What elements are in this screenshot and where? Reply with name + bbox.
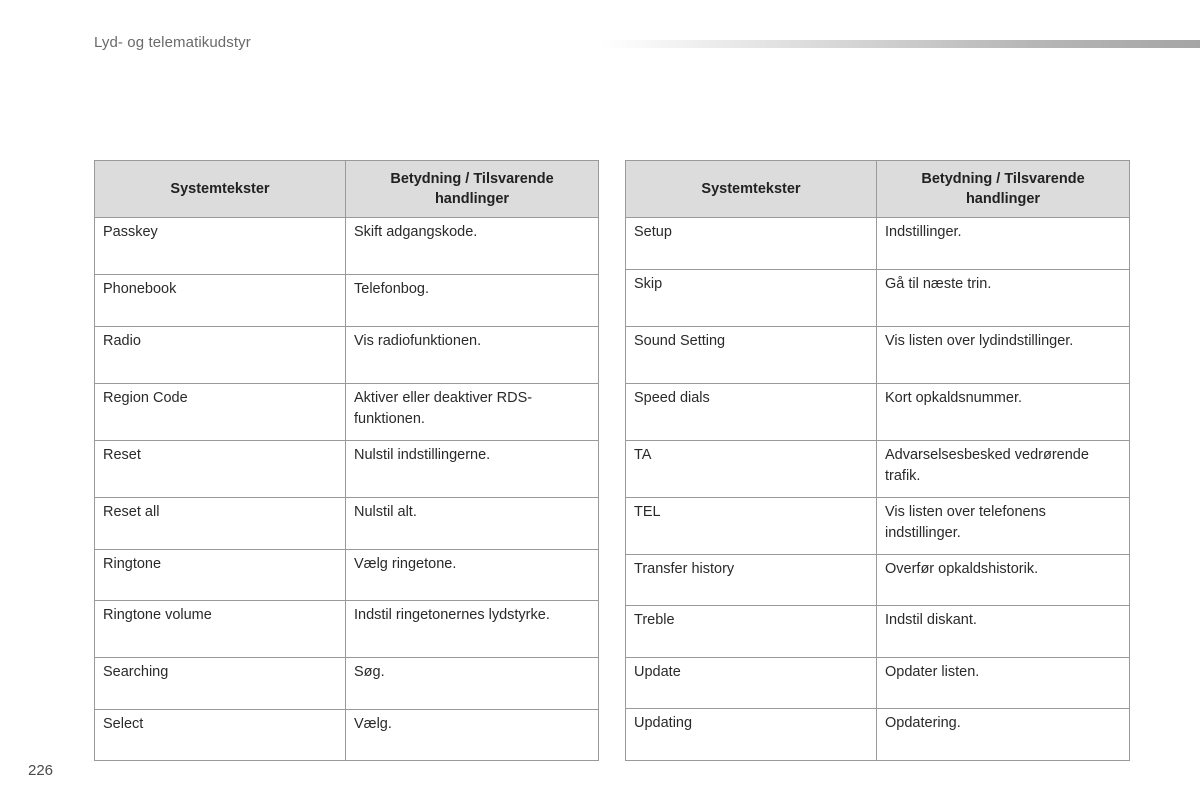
table-row	[626, 270, 1130, 327]
system-text-cell: Treble	[626, 606, 877, 658]
meaning-cell: Aktiver eller deaktiver RDS-funktionen.	[346, 384, 599, 441]
meaning-cell: Indstillinger.	[877, 218, 1130, 270]
system-text-cell: Passkey	[95, 218, 346, 275]
system-text-cell: Skip	[626, 270, 877, 327]
meaning-cell: Vis listen over lydindstillinger.	[877, 327, 1130, 384]
column-header-system-text: Systemtekster	[95, 161, 346, 218]
table-row	[95, 498, 599, 550]
table-row	[626, 218, 1130, 270]
table-row	[95, 327, 599, 384]
meaning-cell: Indstil ringetonernes lydstyrke.	[346, 601, 599, 658]
system-text-cell: Reset all	[95, 498, 346, 550]
table-row	[95, 275, 599, 327]
meaning-cell: Gå til næste trin.	[877, 270, 1130, 327]
table-row	[626, 709, 1130, 761]
system-text-cell: Ringtone volume	[95, 601, 346, 658]
meaning-cell: Telefonbog.	[346, 275, 599, 327]
right-glossary-table	[625, 160, 1130, 761]
table-row	[626, 606, 1130, 658]
meaning-cell: Advarselsesbesked vedrørende trafik.	[877, 441, 1130, 498]
system-text-cell: Speed dials	[626, 384, 877, 441]
meaning-cell: Vis radiofunktionen.	[346, 327, 599, 384]
column-header-meaning: Betydning / Tilsvarende handlinger	[877, 161, 1130, 218]
system-text-cell: Ringtone	[95, 550, 346, 601]
meaning-cell: Opdatering.	[877, 709, 1130, 761]
table-row	[626, 384, 1130, 441]
system-text-cell: Phonebook	[95, 275, 346, 327]
table-row	[95, 601, 599, 658]
system-text-cell: Setup	[626, 218, 877, 270]
system-text-cell: Updating	[626, 709, 877, 761]
meaning-cell: Indstil diskant.	[877, 606, 1130, 658]
meaning-cell: Kort opkaldsnummer.	[877, 384, 1130, 441]
system-text-cell: Searching	[95, 658, 346, 710]
system-text-cell: Update	[626, 658, 877, 709]
column-header-meaning: Betydning / Tilsvarende handlinger	[346, 161, 599, 218]
system-text-cell: TEL	[626, 498, 877, 555]
header-decorative-bar	[600, 40, 1200, 48]
meaning-cell: Overfør opkaldshistorik.	[877, 555, 1130, 606]
table-row	[95, 384, 599, 441]
meaning-cell: Vælg.	[346, 710, 599, 761]
table-header-row	[626, 161, 1130, 218]
system-text-cell: Transfer history	[626, 555, 877, 606]
left-glossary-table	[94, 160, 599, 761]
meaning-cell: Vis listen over telefonens indstillinger.	[877, 498, 1130, 555]
column-header-system-text: Systemtekster	[626, 161, 877, 218]
table-row	[95, 658, 599, 710]
page-number: 226	[28, 762, 54, 779]
meaning-cell: Skift adgangskode.	[346, 218, 599, 275]
table-row	[95, 218, 599, 275]
system-text-cell: Radio	[95, 327, 346, 384]
system-text-cell: TA	[626, 441, 877, 498]
table-row	[626, 441, 1130, 498]
meaning-cell: Nulstil alt.	[346, 498, 599, 550]
meaning-cell: Opdater listen.	[877, 658, 1130, 709]
table-row	[626, 555, 1130, 606]
table-row	[626, 327, 1130, 384]
table-row	[95, 710, 599, 761]
system-text-cell: Sound Setting	[626, 327, 877, 384]
table-row	[626, 498, 1130, 555]
system-text-cell: Region Code	[95, 384, 346, 441]
page-header-title: Lyd- og telematikudstyr	[94, 34, 251, 51]
meaning-cell: Vælg ringetone.	[346, 550, 599, 601]
meaning-cell: Søg.	[346, 658, 599, 710]
system-text-cell: Reset	[95, 441, 346, 498]
table-row	[626, 658, 1130, 709]
table-header-row	[95, 161, 599, 218]
meaning-cell: Nulstil indstillingerne.	[346, 441, 599, 498]
table-row	[95, 550, 599, 601]
system-text-cell: Select	[95, 710, 346, 761]
table-row	[95, 441, 599, 498]
